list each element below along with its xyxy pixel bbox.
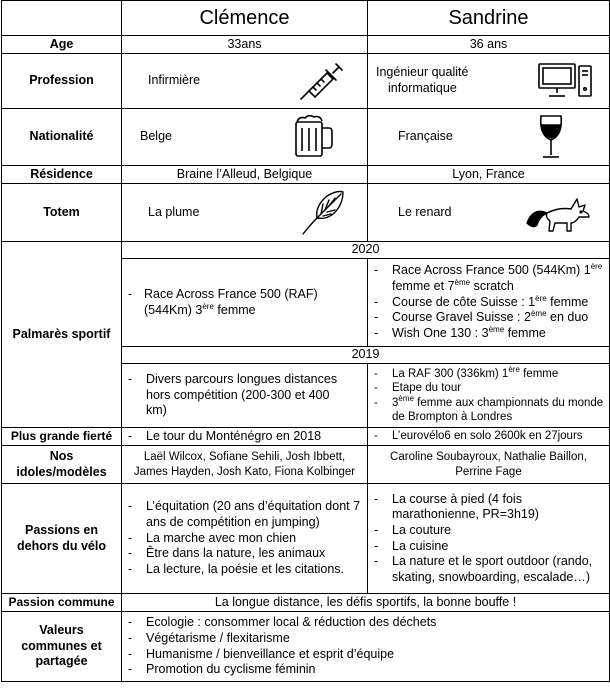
valeurs-item: - Végétarisme / flexitarisme [126, 631, 605, 647]
syringe-icon [297, 59, 345, 103]
fierte-label: Plus grande fierté [2, 428, 122, 446]
profession-clemence: Infirmière [148, 73, 201, 88]
nationality-clemence: Belge [140, 129, 172, 144]
commune-label: Passion commune [2, 594, 122, 612]
nationality-sandrine: Française [398, 129, 453, 144]
passions-label [2, 484, 122, 594]
totem-row [2, 184, 610, 242]
profession-sandrine-line1: Ingénieur qualité [376, 65, 469, 80]
totem-label: Totem [2, 184, 122, 242]
passions-clemence-item: - L’équitation (20 ans d’équitation dont 7 ans de compétition en jumping) [126, 499, 363, 530]
profession-sandrine-line2: informatique [388, 81, 457, 95]
valeurs-item: - Ecologie : consommer local & réduction des déchets [126, 615, 605, 631]
idoles-label [2, 446, 122, 484]
fierte-clemence: - Le tour du Monténégro en 2018 [126, 429, 363, 445]
palmares-2019-clemence-item: - Divers parcours longues distances hors compétition (200-300 et 400 km) [126, 372, 353, 419]
commune-row [2, 594, 610, 612]
fox-icon [525, 193, 591, 233]
passions-clemence-item: - Être dans la nature, les animaux [126, 546, 363, 562]
residence-clemence: Braine l’Alleud, Belgique [122, 166, 368, 184]
palmares-2019-sandrine-item: - 3ème femme aux championnats du monde de Brompton à Londres [372, 396, 605, 425]
valeurs-cell [122, 612, 610, 682]
age-row [2, 36, 610, 54]
valeurs-label-line3: partagée [35, 654, 88, 669]
valeurs-item: - Humanisme / bienveillance et esprit d’équipe [126, 647, 605, 663]
passions-label-line1: Passions en [25, 522, 98, 537]
passions-clemence-item: - La lecture, la poésie et les citations. [126, 562, 363, 578]
idoles-label-line1: Nos [49, 448, 74, 463]
totem-clemence-cell [122, 184, 368, 242]
palmares-2020-sandrine-item: - Race Across France 500 (544Km) 1ère femme et 7ème scratch [372, 263, 605, 294]
passions-label-line2: dehors du vélo [17, 538, 106, 553]
palmares-2020-sandrine-item: - Wish One 130 : 3ème femme [372, 326, 605, 342]
palmares-2020-clemence-cell [122, 259, 368, 347]
nationality-label: Nationalité [2, 109, 122, 166]
palmares-2019-sandrine-item: - La RAF 300 (336km) 1ère femme [372, 367, 605, 381]
profession-row [2, 54, 610, 109]
header-sandrine: Sandrine [368, 1, 610, 36]
wine-glass-icon [537, 113, 565, 161]
totem-sandrine: Le renard [398, 204, 452, 219]
idoles-clemence: Laël Wilcox, Sofiane Sehili, Josh Ibbett, James Hayden, Josh Kato, Fiona Kolbinger [122, 446, 368, 484]
palmares-2019-clemence-cell [122, 364, 368, 428]
valeurs-row [2, 612, 610, 682]
idoles-sandrine: Caroline Soubayroux, Nathalie Baillon, Perrine Fage [368, 446, 610, 484]
palmares-2020-clemence-item: - Race Across France 500 (RAF) (544Km) 3ère femme [126, 287, 339, 318]
passions-sandrine-item: - La cuisine [372, 539, 605, 555]
age-clemence: 33ans [122, 36, 368, 54]
valeurs-label-line1: Valeurs [39, 623, 84, 638]
palmares-2020-sandrine-cell [368, 259, 610, 347]
residence-row [2, 166, 610, 184]
residence-sandrine: Lyon, France [368, 166, 610, 184]
profession-clemence-cell [122, 54, 368, 109]
nationality-sandrine-cell [368, 109, 610, 166]
palmares-year-2019: 2019 [122, 347, 610, 364]
passions-sandrine-item: - La nature et le sport outdoor (rando, skating, snowboarding, escalade…) [372, 554, 605, 585]
header-empty-cell [2, 1, 122, 36]
palmares-2019-sandrine-item: - Etape du tour [372, 381, 605, 395]
palmares-year-2020-row [2, 242, 610, 259]
age-label: Age [2, 36, 122, 54]
age-sandrine: 36 ans [368, 36, 610, 54]
passions-row [2, 484, 610, 594]
totem-clemence: La plume [148, 204, 200, 219]
passions-sandrine-cell [368, 484, 610, 594]
valeurs-label-line2: communes et [21, 638, 102, 653]
header-row [2, 1, 610, 36]
passions-clemence-cell [122, 484, 368, 594]
valeurs-label [2, 612, 122, 682]
fierte-clemence-cell [122, 428, 368, 446]
palmares-label: Palmarès sportif [2, 242, 122, 428]
profession-label: Profession [2, 54, 122, 109]
fierte-sandrine-cell [368, 428, 610, 446]
passions-sandrine-item: - La course à pied (4 fois marathonienne, PR=3h19) [372, 492, 605, 523]
profession-sandrine-cell [368, 54, 610, 109]
feather-icon [297, 188, 347, 238]
valeurs-item: - Promotion du cyclisme féminin [126, 662, 605, 678]
profile-table [1, 0, 610, 682]
fierte-sandrine: - L’eurovélo6 en solo 2600k en 27jours [372, 429, 605, 443]
residence-label: Résidence [2, 166, 122, 184]
idoles-label-line2: idoles/modèles [16, 464, 107, 479]
idoles-row [2, 446, 610, 484]
passions-sandrine-item: - La couture [372, 523, 605, 539]
palmares-2019-sandrine-cell [368, 364, 610, 428]
beer-mug-icon [291, 114, 335, 160]
computer-icon [537, 62, 593, 100]
palmares-2020-sandrine-item: - Course de côte Suisse : 1ère femme [372, 295, 605, 311]
fierte-row [2, 428, 610, 446]
nationality-clemence-cell [122, 109, 368, 166]
nationality-row [2, 109, 610, 166]
totem-sandrine-cell [368, 184, 610, 242]
palmares-year-2020: 2020 [122, 242, 610, 259]
commune-text: La longue distance, les défis sportifs, la bonne bouffe ! [122, 594, 610, 612]
passions-clemence-item: - La marche avec mon chien [126, 531, 363, 547]
palmares-2020-sandrine-item: - Course Gravel Suisse : 2ème en duo [372, 310, 605, 326]
header-clemence: Clémence [122, 1, 368, 36]
